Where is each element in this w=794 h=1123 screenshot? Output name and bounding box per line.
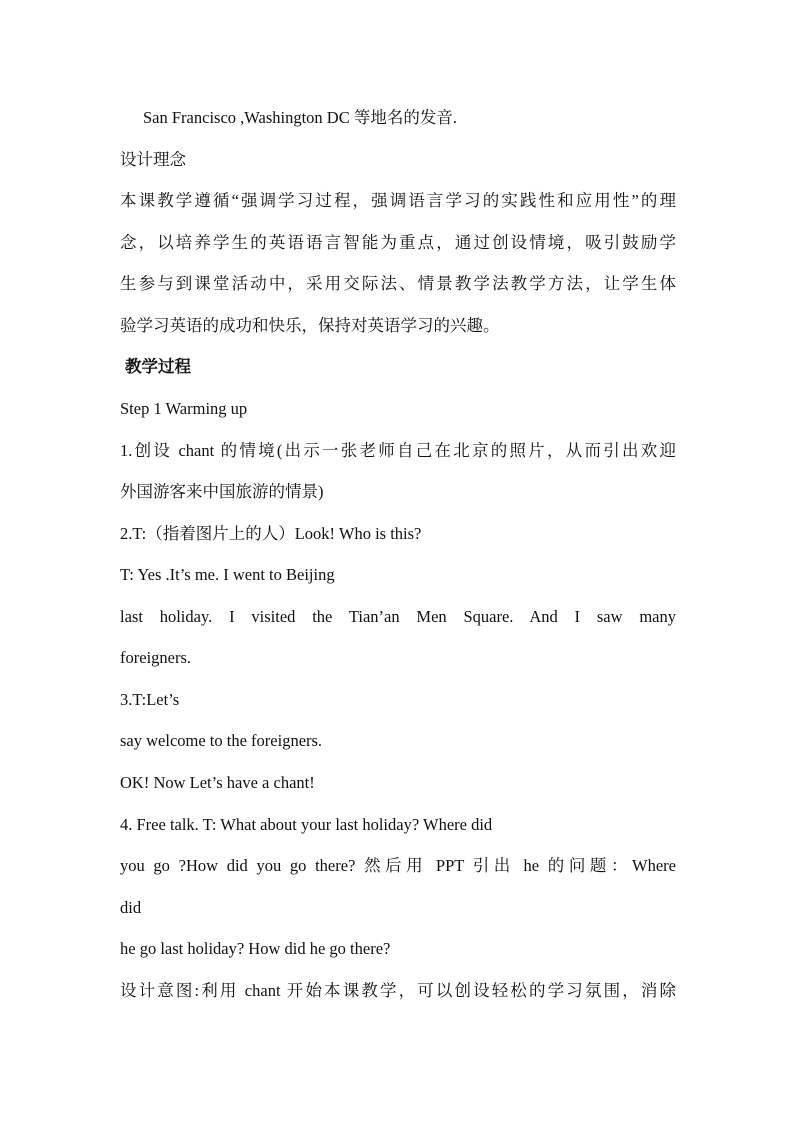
section-heading-design-concept: 设计理念 [120, 150, 186, 169]
dialogue-line: last holiday. I visited the Tian’an Men Square. And I saw many [120, 607, 676, 626]
section-heading-teaching-process: 教学过程 [125, 357, 191, 376]
paragraph-line: 念，以培养学生的英语语言智能为重点，通过创设情境，吸引鼓励学 [120, 233, 676, 252]
design-intent-line: 设计意图:利用 chant 开始本课教学，可以创设轻松的学习氛围，消除 [120, 981, 676, 1000]
dialogue-line: did [120, 898, 142, 917]
text-line-place-names: San Francisco ,Washington DC 等地名的发音. [143, 108, 457, 127]
dialogue-line: T: Yes .It’s me. I went to Beijing [120, 565, 335, 584]
dialogue-line: say welcome to the foreigners. [120, 731, 323, 750]
dialogue-line: he go last holiday? How did he go there? [120, 939, 391, 958]
dialogue-line: foreigners. [120, 648, 192, 667]
paragraph-line: 生参与到课堂活动中，采用交际法、情景教学法教学方法，让学生体 [120, 274, 676, 293]
dialogue-line: you go ?How did you go there? 然后用 PPT 引出 he 的问题：Where [120, 856, 676, 875]
list-item-line: 3.T:Let’s [120, 690, 180, 709]
paragraph-line: 验学习英语的成功和快乐，保持对英语学习的兴趣。 [120, 316, 500, 335]
list-item-line: 2.T:（指着图片上的人）Look! Who is this? [120, 524, 422, 543]
list-item-line: 外国游客来中国旅游的情景) [120, 482, 324, 501]
paragraph-line: 本课教学遵循“强调学习过程，强调语言学习的实践性和应用性”的理 [120, 191, 676, 210]
step-heading: Step 1 Warming up [120, 399, 248, 418]
list-item-line: 4. Free talk. T: What about your last holiday? Where did [120, 815, 493, 834]
list-item-line: 1.创设 chant 的情境(出示一张老师自己在北京的照片，从而引出欢迎 [120, 441, 676, 460]
dialogue-line: OK! Now Let’s have a chant! [120, 773, 315, 792]
